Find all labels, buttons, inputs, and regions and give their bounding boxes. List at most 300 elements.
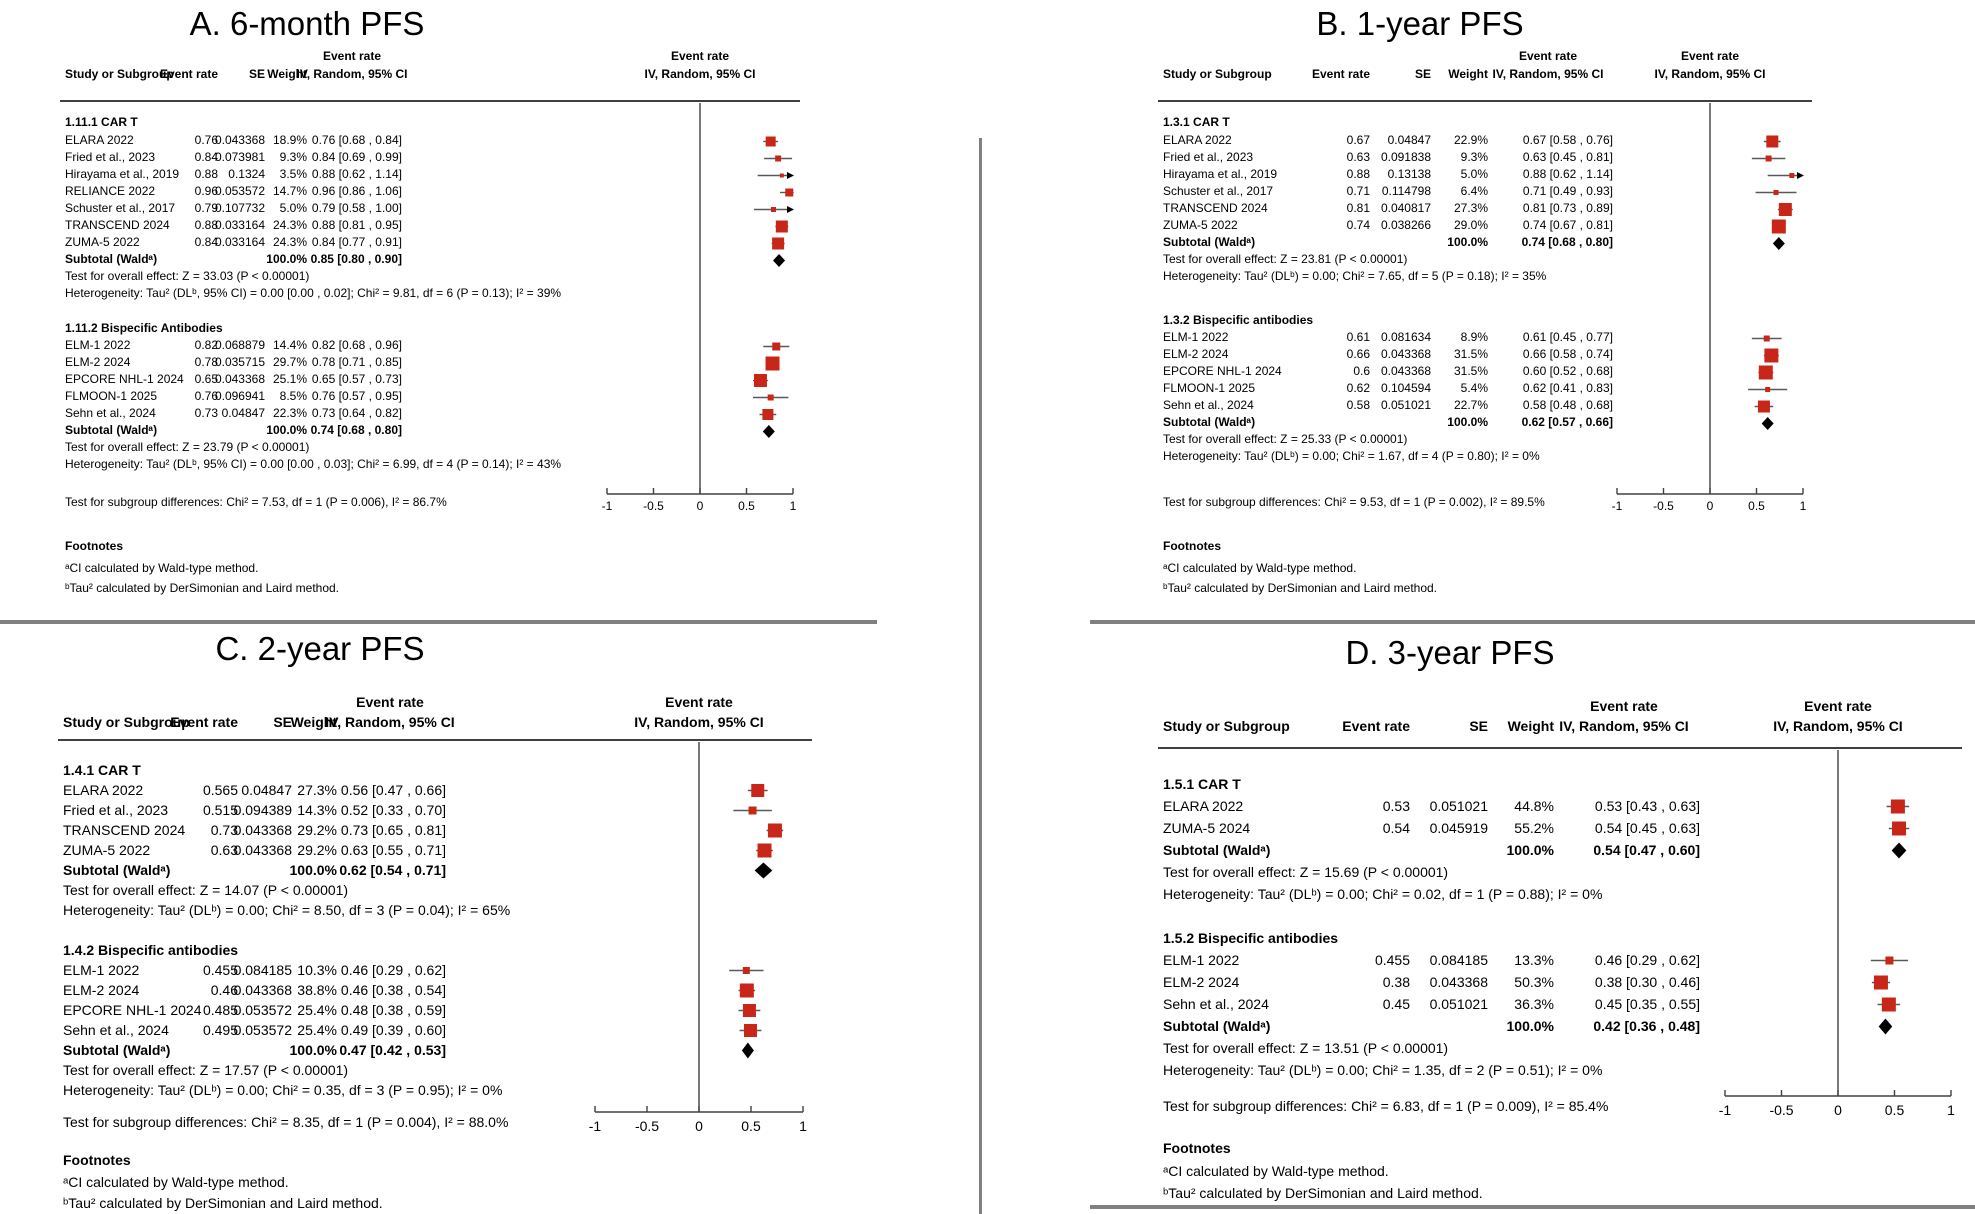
axis-tick-label: 0.5: [741, 1118, 761, 1134]
weight-value: 36.3%: [1514, 996, 1554, 1012]
effect-square: [1758, 401, 1770, 413]
ci-text: 0.56 [0.47 , 0.66]: [340, 782, 446, 798]
study-name: ELM-1 2022: [65, 338, 131, 352]
axis-tick-label: -0.5: [634, 1118, 660, 1134]
effect-square: [768, 395, 774, 401]
study-name: EPCORE NHL-1 2024: [1163, 364, 1282, 378]
study-name: ZUMA-5 2024: [1163, 820, 1251, 836]
col-header-se: SE: [273, 714, 292, 730]
ci-text: 0.38 [0.30 , 0.46]: [1594, 974, 1700, 990]
effect-square: [1789, 173, 1794, 178]
subtotal-diamond: [755, 863, 773, 879]
study-name: ELM-2 2024: [65, 355, 131, 369]
ci-text: 0.62 [0.41 , 0.83]: [1522, 381, 1613, 395]
weight-value: 6.4%: [1460, 184, 1488, 198]
axis-tick-label: -1: [1718, 1102, 1732, 1118]
se-value: 0.053572: [214, 184, 265, 198]
footnote-a: ᵃCI calculated by Wald-type method.: [1163, 561, 1357, 575]
event-rate-value: 0.67: [1346, 133, 1370, 147]
se-value: 0.043368: [233, 842, 292, 858]
heterogeneity-line: Heterogeneity: Tau² (DLᵇ, 95% CI) = 0.00 [0.00 , 0.03]; Chi² = 6.99, df = 4 (P = 0.14); I² = 43%: [65, 457, 562, 471]
effect-square: [1766, 156, 1772, 162]
study-name: ELM-1 2022: [1163, 330, 1229, 344]
weight-value: 24.3%: [272, 235, 307, 249]
heterogeneity-line: Heterogeneity: Tau² (DLᵇ) = 0.00; Chi² = 1.67, df = 4 (P = 0.80); I² = 0%: [1163, 449, 1540, 463]
subtotal-label: Subtotal (Waldᵃ): [65, 252, 158, 266]
subgroup-differences-line: Test for subgroup differences: Chi² = 9.53, df = 1 (P = 0.002), I² = 89.5%: [1163, 495, 1545, 509]
footnote-b: ᵇTau² calculated by DerSimonian and Laird method.: [1163, 1185, 1483, 1201]
weight-value: 31.5%: [1453, 347, 1488, 361]
event-rate-value: 0.45: [1382, 996, 1410, 1012]
study-name: ELM-2 2024: [63, 982, 140, 998]
axis-tick-label: 1: [799, 1118, 807, 1134]
weight-value: 29.2%: [297, 842, 337, 858]
ci-text: 0.63 [0.45 , 0.81]: [1522, 150, 1613, 164]
study-name: FLMOON-1 2025: [1163, 381, 1256, 395]
weight-value: 29.2%: [297, 822, 337, 838]
event-rate-value: 0.73: [194, 406, 218, 420]
study-name: Sehn et al., 2024: [1163, 398, 1254, 412]
event-rate-value: 0.73: [210, 822, 238, 838]
event-rate-value: 0.74: [1346, 218, 1370, 232]
event-rate-value: 0.66: [1346, 347, 1370, 361]
se-value: 0.043368: [1380, 347, 1431, 361]
subtotal-label: Subtotal (Waldᵃ): [1163, 1018, 1271, 1034]
subtotal-ci-text: 0.74 [0.68 , 0.80]: [310, 423, 402, 437]
footnote-a: ᵃCI calculated by Wald-type method.: [1163, 1163, 1389, 1179]
study-name: ZUMA-5 2022: [1163, 218, 1238, 232]
study-name: RELIANCE 2022: [65, 184, 156, 198]
col-header-se: SE: [1414, 67, 1431, 81]
ci-text: 0.76 [0.68 , 0.84]: [311, 133, 402, 147]
heterogeneity-line: Heterogeneity: Tau² (DLᵇ, 95% CI) = 0.00 [0.00 , 0.02]; Chi² = 9.81, df = 6 (P = 0.13); I² = 39%: [65, 286, 562, 300]
weight-value: 22.3%: [272, 406, 307, 420]
study-name: ELARA 2022: [1163, 133, 1232, 147]
se-value: 0.033164: [214, 235, 265, 249]
event-rate-value: 0.62: [1346, 381, 1370, 395]
effect-square: [749, 807, 757, 815]
effect-square: [775, 156, 781, 162]
event-rate-value: 0.96: [194, 184, 218, 198]
event-rate-value: 0.565: [202, 782, 238, 798]
weight-value: 22.9%: [1453, 133, 1488, 147]
study-name: EPCORE NHL-1 2024: [63, 1002, 202, 1018]
plot-header-top: Event rate: [665, 694, 733, 710]
effect-square: [1774, 190, 1779, 195]
event-rate-value: 0.53: [1382, 798, 1410, 814]
col-header-weight: Weight: [1507, 718, 1554, 734]
subtotal-diamond: [1892, 843, 1907, 859]
effect-square: [751, 784, 764, 797]
event-rate-value: 0.84: [194, 150, 218, 164]
axis-tick-label: 0: [1706, 499, 1714, 513]
event-rate-value: 0.63: [1346, 150, 1370, 164]
heterogeneity-line: Heterogeneity: Tau² (DLᵇ) = 0.00; Chi² = 1.35, df = 2 (P = 0.51); I² = 0%: [1163, 1062, 1603, 1078]
panel-a-title: A. 6-month PFS: [189, 5, 425, 42]
group-header: 1.5.2 Bispecific antibodies: [1163, 930, 1339, 946]
event-rate-value: 0.84: [194, 235, 218, 249]
ci-text: 0.96 [0.86 , 1.06]: [311, 184, 402, 198]
group-header: 1.3.1 CAR T: [1163, 115, 1230, 129]
effect-square: [1779, 203, 1792, 216]
arrowhead-right: [1797, 172, 1804, 179]
ci-text: 0.65 [0.57 , 0.73]: [311, 372, 402, 386]
col-header-event-rate: Event rate: [1342, 718, 1410, 734]
weight-value: 5.4%: [1460, 381, 1488, 395]
footnotes-header: Footnotes: [1163, 1140, 1231, 1156]
axis-tick-label: 1: [789, 499, 797, 513]
col-header-event-rate: Event rate: [159, 67, 218, 81]
axis-tick-label: 0: [696, 499, 704, 513]
study-name: Hirayama et al., 2019: [1163, 167, 1278, 181]
study-name: ELM-2 2024: [1163, 347, 1229, 361]
event-rate-value: 0.65: [194, 372, 218, 386]
weight-value: 18.9%: [272, 133, 307, 147]
subgroup-differences-line: Test for subgroup differences: Chi² = 7.53, df = 1 (P = 0.006), I² = 86.7%: [65, 495, 447, 509]
se-value: 0.045919: [1429, 820, 1488, 836]
weight-value: 25.4%: [297, 1022, 337, 1038]
effect-square: [758, 844, 772, 858]
event-rate-value: 0.71: [1346, 184, 1370, 198]
footnote-a: ᵃCI calculated by Wald-type method.: [65, 561, 259, 575]
se-value: 0.051021: [1429, 996, 1488, 1012]
event-rate-value: 0.88: [194, 167, 218, 181]
event-rate-value: 0.63: [210, 842, 238, 858]
study-name: Fried et al., 2023: [65, 150, 156, 164]
weight-value: 22.7%: [1453, 398, 1488, 412]
axis-tick-label: 0.5: [1884, 1102, 1905, 1118]
heterogeneity-line: Heterogeneity: Tau² (DLᵇ) = 0.00; Chi² = 8.50, df = 3 (P = 0.04); I² = 65%: [63, 902, 511, 918]
event-rate-value: 0.54: [1382, 820, 1410, 836]
se-value: 0.096941: [214, 389, 265, 403]
effect-square: [1765, 387, 1770, 392]
subtotal-ci-text: 0.62 [0.57 , 0.66]: [1521, 415, 1613, 429]
study-name: EPCORE NHL-1 2024: [65, 372, 184, 386]
event-rate-value: 0.455: [202, 962, 238, 978]
se-value: 0.1324: [228, 167, 265, 181]
group-header: 1.4.1 CAR T: [63, 762, 141, 778]
group-header: 1.3.2 Bispecific antibodies: [1163, 313, 1314, 327]
col-header-study: Study or Subgroup: [1163, 67, 1272, 81]
col-header-study: Study or Subgroup: [63, 714, 190, 730]
effect-square: [1759, 366, 1773, 380]
se-value: 0.033164: [214, 218, 265, 232]
col-header-se: SE: [1469, 718, 1488, 734]
se-value: 0.043368: [1380, 364, 1431, 378]
footnote-b: ᵇTau² calculated by DerSimonian and Laird method.: [63, 1195, 383, 1211]
se-value: 0.043368: [214, 133, 265, 147]
heterogeneity-line: Heterogeneity: Tau² (DLᵇ) = 0.00; Chi² = 0.02, df = 1 (P = 0.88); I² = 0%: [1163, 886, 1603, 902]
weight-value: 14.3%: [297, 802, 337, 818]
plot-header-top: Event rate: [1804, 698, 1872, 714]
subtotal-ci-text: 0.62 [0.54 , 0.71]: [339, 862, 446, 878]
effect-square: [1885, 957, 1893, 965]
ci-text: 0.54 [0.45 , 0.63]: [1594, 820, 1700, 836]
se-value: 0.038266: [1380, 218, 1431, 232]
study-name: ELARA 2022: [1163, 798, 1244, 814]
se-value: 0.091838: [1380, 150, 1431, 164]
study-name: ZUMA-5 2022: [65, 235, 140, 249]
overall-effect-line: Test for overall effect: Z = 17.57 (P < 0.00001): [63, 1062, 349, 1078]
effect-square: [785, 189, 793, 197]
footnote-b: ᵇTau² calculated by DerSimonian and Laird method.: [65, 581, 340, 595]
weight-value: 27.3%: [1453, 201, 1488, 215]
subgroup-differences-line: Test for subgroup differences: Chi² = 6.83, df = 1 (P = 0.009), I² = 85.4%: [1163, 1098, 1609, 1114]
subtotal-diamond: [763, 425, 775, 438]
ci-text: 0.88 [0.62 , 1.14]: [311, 167, 402, 181]
col-header-study: Study or Subgroup: [1163, 718, 1290, 734]
effect-square: [744, 1024, 757, 1037]
col-header-ci-bottom: IV, Random, 95% CI: [296, 67, 408, 81]
event-rate-value: 0.46: [210, 982, 238, 998]
col-header-ci-bottom: IV, Random, 95% CI: [325, 714, 455, 730]
overall-effect-line: Test for overall effect: Z = 33.03 (P < 0.00001): [65, 269, 310, 283]
subtotal-diamond: [773, 254, 785, 267]
se-value: 0.051021: [1429, 798, 1488, 814]
event-rate-value: 0.485: [202, 1002, 238, 1018]
footnotes-header: Footnotes: [1163, 539, 1221, 553]
event-rate-value: 0.455: [1374, 952, 1410, 968]
axis-tick-label: -0.5: [643, 499, 664, 513]
ci-text: 0.73 [0.64 , 0.82]: [311, 406, 402, 420]
overall-effect-line: Test for overall effect: Z = 15.69 (P < 0.00001): [1163, 864, 1449, 880]
se-value: 0.043368: [233, 982, 292, 998]
effect-square: [768, 824, 782, 838]
ci-text: 0.46 [0.29 , 0.62]: [340, 962, 446, 978]
event-rate-value: 0.82: [194, 338, 218, 352]
effect-square: [780, 174, 784, 178]
study-name: Hirayama et al., 2019: [65, 167, 180, 181]
se-value: 0.104594: [1380, 381, 1431, 395]
horizontal-panel-divider-left: [0, 620, 877, 624]
group-header: 1.4.2 Bispecific antibodies: [63, 942, 239, 958]
axis-tick-label: -1: [1611, 499, 1623, 513]
weight-value: 8.9%: [1460, 330, 1488, 344]
overall-effect-line: Test for overall effect: Z = 23.79 (P < 0.00001): [65, 440, 310, 454]
footnotes-header: Footnotes: [65, 539, 123, 553]
heterogeneity-line: Heterogeneity: Tau² (DLᵇ) = 0.00; Chi² = 7.65, df = 5 (P = 0.18); I² = 35%: [1163, 269, 1547, 283]
panel-c-title: C. 2-year PFS: [215, 630, 425, 667]
ci-text: 0.52 [0.33 , 0.70]: [340, 802, 446, 818]
ci-text: 0.60 [0.52 , 0.68]: [1522, 364, 1613, 378]
subtotal-weight: 100.0%: [289, 1042, 337, 1058]
event-rate-value: 0.495: [202, 1022, 238, 1038]
subtotal-ci-text: 0.74 [0.68 , 0.80]: [1521, 235, 1613, 249]
se-value: 0.081634: [1380, 330, 1431, 344]
ci-text: 0.48 [0.38 , 0.59]: [340, 1002, 446, 1018]
plot-header-bottom: IV, Random, 95% CI: [1773, 718, 1903, 734]
axis-tick-label: -1: [588, 1118, 602, 1134]
weight-value: 24.3%: [272, 218, 307, 232]
axis-tick-label: 0: [695, 1118, 703, 1134]
subtotal-label: Subtotal (Waldᵃ): [1163, 415, 1256, 429]
overall-effect-line: Test for overall effect: Z = 23.81 (P < 0.00001): [1163, 252, 1408, 266]
ci-text: 0.67 [0.58 , 0.76]: [1522, 133, 1613, 147]
col-header-weight: Weight: [290, 714, 337, 730]
event-rate-value: 0.76: [194, 389, 218, 403]
weight-value: 29.7%: [272, 355, 307, 369]
ci-text: 0.82 [0.68 , 0.96]: [311, 338, 402, 352]
event-rate-value: 0.79: [194, 201, 218, 215]
plot-header-top: Event rate: [1680, 49, 1740, 63]
group-header: 1.11.1 CAR T: [65, 115, 138, 129]
subtotal-ci-text: 0.42 [0.36 , 0.48]: [1593, 1018, 1700, 1034]
weight-value: 31.5%: [1453, 364, 1488, 378]
col-header-ci-top: Event rate: [1590, 698, 1658, 714]
bottom-divider-right: [1090, 1205, 1975, 1209]
ci-text: 0.73 [0.65 , 0.81]: [340, 822, 446, 838]
ci-text: 0.61 [0.45 , 0.77]: [1522, 330, 1613, 344]
event-rate-value: 0.88: [1346, 167, 1370, 181]
axis-tick-label: 0: [1834, 1102, 1842, 1118]
subtotal-diamond: [742, 1043, 754, 1059]
weight-value: 25.4%: [297, 1002, 337, 1018]
study-name: ELARA 2022: [65, 133, 134, 147]
study-name: TRANSCEND 2024: [1163, 201, 1268, 215]
col-header-weight: Weight: [267, 67, 307, 81]
overall-effect-line: Test for overall effect: Z = 14.07 (P < 0.00001): [63, 882, 349, 898]
se-value: 0.053572: [233, 1002, 292, 1018]
se-value: 0.068879: [214, 338, 265, 352]
overall-effect-line: Test for overall effect: Z = 13.51 (P < 0.00001): [1163, 1040, 1449, 1056]
col-header-ci-bottom: IV, Random, 95% CI: [1559, 718, 1689, 734]
subtotal-label: Subtotal (Waldᵃ): [1163, 842, 1271, 858]
subtotal-diamond: [1773, 237, 1785, 250]
se-value: 0.094389: [233, 802, 292, 818]
se-value: 0.053572: [233, 1022, 292, 1038]
se-value: 0.114798: [1381, 184, 1431, 198]
effect-square: [772, 343, 780, 351]
weight-value: 14.7%: [272, 184, 307, 198]
weight-value: 14.4%: [272, 338, 307, 352]
effect-square: [766, 137, 776, 147]
subtotal-diamond: [1762, 417, 1774, 430]
col-header-study: Study or Subgroup: [65, 67, 174, 81]
effect-square: [743, 967, 750, 974]
study-name: ELM-2 2024: [1163, 974, 1240, 990]
subtotal-weight: 100.0%: [266, 423, 307, 437]
weight-value: 38.8%: [297, 982, 337, 998]
effect-square: [1892, 822, 1906, 836]
ci-text: 0.78 [0.71 , 0.85]: [311, 355, 402, 369]
subtotal-diamond: [1879, 1019, 1893, 1035]
ci-text: 0.71 [0.49 , 0.93]: [1522, 184, 1613, 198]
event-rate-value: 0.515: [202, 802, 238, 818]
subtotal-label: Subtotal (Waldᵃ): [1163, 235, 1256, 249]
effect-square: [1882, 998, 1896, 1012]
effect-square: [740, 984, 754, 998]
arrowhead-right: [787, 189, 794, 196]
se-value: 0.04847: [241, 782, 292, 798]
axis-tick-label: -0.5: [1653, 499, 1674, 513]
panel-b-title: B. 1-year PFS: [1316, 5, 1524, 42]
weight-value: 10.3%: [297, 962, 337, 978]
col-header-ci-bottom: IV, Random, 95% CI: [1492, 67, 1604, 81]
effect-square: [1772, 220, 1786, 234]
weight-value: 3.5%: [279, 167, 307, 181]
ci-text: 0.76 [0.57 , 0.95]: [311, 389, 402, 403]
subtotal-weight: 100.0%: [266, 252, 307, 266]
study-name: FLMOON-1 2025: [65, 389, 158, 403]
study-name: ELM-1 2022: [63, 962, 140, 978]
arrowhead-right: [787, 206, 794, 213]
se-value: 0.051021: [1380, 398, 1431, 412]
ci-text: 0.49 [0.39 , 0.60]: [340, 1022, 446, 1038]
ci-text: 0.88 [0.81 , 0.95]: [311, 218, 402, 232]
ci-text: 0.46 [0.29 , 0.62]: [1594, 952, 1700, 968]
ci-text: 0.81 [0.73 , 0.89]: [1522, 201, 1613, 215]
effect-square: [1874, 976, 1888, 990]
se-value: 0.107732: [214, 201, 265, 215]
effect-square: [772, 238, 784, 250]
event-rate-value: 0.61: [1346, 330, 1370, 344]
weight-value: 9.3%: [1460, 150, 1488, 164]
subtotal-weight: 100.0%: [1447, 415, 1488, 429]
arrowhead-right: [787, 172, 794, 179]
study-name: ELM-1 2022: [1163, 952, 1240, 968]
ci-text: 0.66 [0.58 , 0.74]: [1522, 347, 1613, 361]
ci-text: 0.84 [0.69 , 0.99]: [311, 150, 402, 164]
se-value: 0.13138: [1387, 167, 1431, 181]
plot-header-bottom: IV, Random, 95% CI: [634, 714, 764, 730]
effect-square: [771, 207, 776, 212]
weight-value: 50.3%: [1514, 974, 1554, 990]
subtotal-ci-text: 0.85 [0.80 , 0.90]: [310, 252, 402, 266]
ci-text: 0.45 [0.35 , 0.55]: [1594, 996, 1700, 1012]
se-value: 0.084185: [1429, 952, 1488, 968]
col-header-se: SE: [248, 67, 265, 81]
group-header: 1.5.1 CAR T: [1163, 776, 1241, 792]
ci-text: 0.46 [0.38 , 0.54]: [340, 982, 446, 998]
weight-value: 55.2%: [1514, 820, 1554, 836]
axis-tick-label: 1: [1947, 1102, 1955, 1118]
effect-square: [766, 357, 780, 371]
weight-value: 8.5%: [279, 389, 307, 403]
col-header-event-rate: Event rate: [1311, 67, 1370, 81]
weight-value: 9.3%: [279, 150, 307, 164]
event-rate-value: 0.38: [1382, 974, 1410, 990]
effect-square: [762, 409, 773, 420]
event-rate-value: 0.76: [194, 133, 218, 147]
subtotal-ci-text: 0.47 [0.42 , 0.53]: [339, 1042, 446, 1058]
effect-square: [743, 1004, 756, 1017]
ci-text: 0.58 [0.48 , 0.68]: [1522, 398, 1613, 412]
subtotal-weight: 100.0%: [289, 862, 337, 878]
event-rate-value: 0.78: [194, 355, 218, 369]
heterogeneity-line: Heterogeneity: Tau² (DLᵇ) = 0.00; Chi² = 0.35, df = 3 (P = 0.95); I² = 0%: [63, 1082, 503, 1098]
footnote-b: ᵇTau² calculated by DerSimonian and Laird method.: [1163, 581, 1438, 595]
ci-text: 0.79 [0.58 , 1.00]: [311, 201, 402, 215]
ci-text: 0.63 [0.55 , 0.71]: [340, 842, 446, 858]
se-value: 0.043368: [1429, 974, 1488, 990]
ci-text: 0.53 [0.43 , 0.63]: [1594, 798, 1700, 814]
effect-square: [1764, 336, 1770, 342]
se-value: 0.043368: [214, 372, 265, 386]
event-rate-value: 0.58: [1346, 398, 1370, 412]
plot-header-bottom: IV, Random, 95% CI: [644, 67, 756, 81]
effect-square: [1764, 349, 1778, 363]
weight-value: 5.0%: [1460, 167, 1488, 181]
event-rate-value: 0.6: [1353, 364, 1370, 378]
se-value: 0.084185: [233, 962, 292, 978]
subtotal-weight: 100.0%: [1447, 235, 1488, 249]
effect-square: [1891, 800, 1905, 814]
axis-tick-label: -0.5: [1769, 1102, 1794, 1118]
col-header-event-rate: Event rate: [170, 714, 238, 730]
subtotal-label: Subtotal (Waldᵃ): [65, 423, 158, 437]
ci-text: 0.74 [0.67 , 0.81]: [1522, 218, 1613, 232]
panel-d-title: D. 3-year PFS: [1345, 634, 1555, 671]
